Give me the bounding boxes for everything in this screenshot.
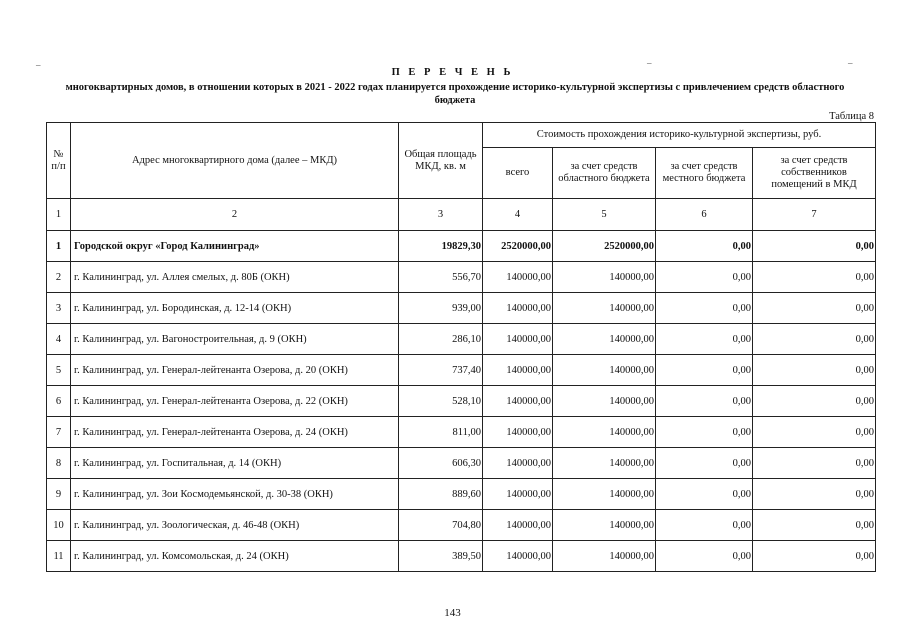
table-row (47, 510, 876, 541)
row-index: 10 (47, 510, 71, 541)
row-owners: 0,00 (753, 386, 876, 417)
column-number: 7 (753, 199, 876, 231)
row-address: г. Калининград, ул. Генерал-лейтенанта Озерова, д. 22 (ОКН) (71, 386, 399, 417)
header-regional: за счет средств областного бюджета (553, 148, 656, 199)
row-address: Городской округ «Город Калининград» (71, 231, 399, 262)
table-row (47, 386, 876, 417)
table-row (47, 293, 876, 324)
row-area: 528,10 (399, 386, 483, 417)
row-address: г. Калининград, ул. Генерал-лейтенанта Озерова, д. 24 (ОКН) (71, 417, 399, 448)
row-index: 4 (47, 324, 71, 355)
row-address: г. Калининград, ул. Аллея смелых, д. 80Б (ОКН) (71, 262, 399, 293)
row-address: г. Калининград, ул. Бородинская, д. 12-14 (ОКН) (71, 293, 399, 324)
row-regional: 140000,00 (553, 324, 656, 355)
row-total: 140000,00 (483, 355, 553, 386)
column-number: 6 (656, 199, 753, 231)
table-row (47, 417, 876, 448)
row-area: 606,30 (399, 448, 483, 479)
row-owners: 0,00 (753, 417, 876, 448)
row-regional: 140000,00 (553, 510, 656, 541)
row-total: 140000,00 (483, 386, 553, 417)
table-row-total (47, 231, 876, 262)
row-index: 5 (47, 355, 71, 386)
row-area: 939,00 (399, 293, 483, 324)
row-total: 140000,00 (483, 541, 553, 572)
scan-mark: – (848, 58, 853, 68)
table-row (47, 448, 876, 479)
row-owners: 0,00 (753, 510, 876, 541)
row-owners: 0,00 (753, 541, 876, 572)
mkd-table (46, 122, 876, 572)
row-index: 3 (47, 293, 71, 324)
row-total: 140000,00 (483, 448, 553, 479)
scan-mark: – (36, 60, 41, 70)
row-index: 11 (47, 541, 71, 572)
row-local: 0,00 (656, 479, 753, 510)
table-label: Таблица 8 (829, 111, 874, 122)
table-row (47, 324, 876, 355)
table-row (47, 479, 876, 510)
row-area: 19829,30 (399, 231, 483, 262)
row-total: 140000,00 (483, 510, 553, 541)
table-row (47, 262, 876, 293)
row-address: г. Калининград, ул. Зоологическая, д. 46-48 (ОКН) (71, 510, 399, 541)
row-owners: 0,00 (753, 479, 876, 510)
row-address: г. Калининград, ул. Вагоностроительная, д. 9 (ОКН) (71, 324, 399, 355)
row-area: 286,10 (399, 324, 483, 355)
row-regional: 140000,00 (553, 355, 656, 386)
row-local: 0,00 (656, 293, 753, 324)
row-regional: 140000,00 (553, 541, 656, 572)
row-regional: 140000,00 (553, 386, 656, 417)
header-local: за счет средств местного бюджета (656, 148, 753, 199)
column-number: 2 (71, 199, 399, 231)
row-area: 389,50 (399, 541, 483, 572)
row-regional: 140000,00 (553, 479, 656, 510)
row-total: 140000,00 (483, 417, 553, 448)
row-local: 0,00 (656, 231, 753, 262)
row-total: 140000,00 (483, 262, 553, 293)
column-number: 3 (399, 199, 483, 231)
row-index: 6 (47, 386, 71, 417)
column-number: 1 (47, 199, 71, 231)
row-local: 0,00 (656, 262, 753, 293)
row-local: 0,00 (656, 417, 753, 448)
row-area: 704,80 (399, 510, 483, 541)
table-row (47, 541, 876, 572)
row-index: 9 (47, 479, 71, 510)
row-owners: 0,00 (753, 448, 876, 479)
row-area: 889,60 (399, 479, 483, 510)
document-title: П Е Р Е Ч Е Н Ь (391, 67, 514, 78)
column-number: 4 (483, 199, 553, 231)
row-owners: 0,00 (753, 293, 876, 324)
row-total: 140000,00 (483, 293, 553, 324)
row-area: 556,70 (399, 262, 483, 293)
row-total: 2520000,00 (483, 231, 553, 262)
row-address: г. Калининград, ул. Комсомольская, д. 24 (ОКН) (71, 541, 399, 572)
row-owners: 0,00 (753, 355, 876, 386)
header-address: Адрес многоквартирного дома (далее – МКД) (71, 123, 399, 199)
row-index: 7 (47, 417, 71, 448)
header-total: всего (483, 148, 553, 199)
row-index: 8 (47, 448, 71, 479)
row-index: 1 (47, 231, 71, 262)
table-row (47, 355, 876, 386)
row-local: 0,00 (656, 386, 753, 417)
column-number-row (47, 199, 876, 231)
row-local: 0,00 (656, 448, 753, 479)
row-local: 0,00 (656, 541, 753, 572)
header-owners: за счет средств собственников помещений в МКД (753, 148, 876, 199)
row-regional: 140000,00 (553, 448, 656, 479)
column-number: 5 (553, 199, 656, 231)
scan-mark: – (647, 58, 652, 68)
row-owners: 0,00 (753, 231, 876, 262)
row-local: 0,00 (656, 355, 753, 386)
document-subtitle: многоквартирных домов, в отношении которых в 2021 - 2022 годах планируется прохождение историко-культурной экспертизы с привлечением средств областного бюджета (65, 82, 845, 106)
header-area: Общая площадь МКД, кв. м (399, 123, 483, 199)
header-num: № п/п (47, 123, 71, 199)
row-regional: 140000,00 (553, 293, 656, 324)
row-regional: 140000,00 (553, 417, 656, 448)
row-local: 0,00 (656, 510, 753, 541)
row-address: г. Калининград, ул. Генерал-лейтенанта Озерова, д. 20 (ОКН) (71, 355, 399, 386)
page-number: 143 (444, 607, 461, 619)
row-owners: 0,00 (753, 324, 876, 355)
row-address: г. Калининград, ул. Зои Космодемьянской, д. 30-38 (ОКН) (71, 479, 399, 510)
row-address: г. Калининград, ул. Госпитальная, д. 14 (ОКН) (71, 448, 399, 479)
header-cost-group: Стоимость прохождения историко-культурной экспертизы, руб. (483, 123, 876, 148)
row-total: 140000,00 (483, 479, 553, 510)
row-index: 2 (47, 262, 71, 293)
row-local: 0,00 (656, 324, 753, 355)
row-area: 737,40 (399, 355, 483, 386)
row-total: 140000,00 (483, 324, 553, 355)
row-area: 811,00 (399, 417, 483, 448)
row-owners: 0,00 (753, 262, 876, 293)
row-regional: 140000,00 (553, 262, 656, 293)
row-regional: 2520000,00 (553, 231, 656, 262)
